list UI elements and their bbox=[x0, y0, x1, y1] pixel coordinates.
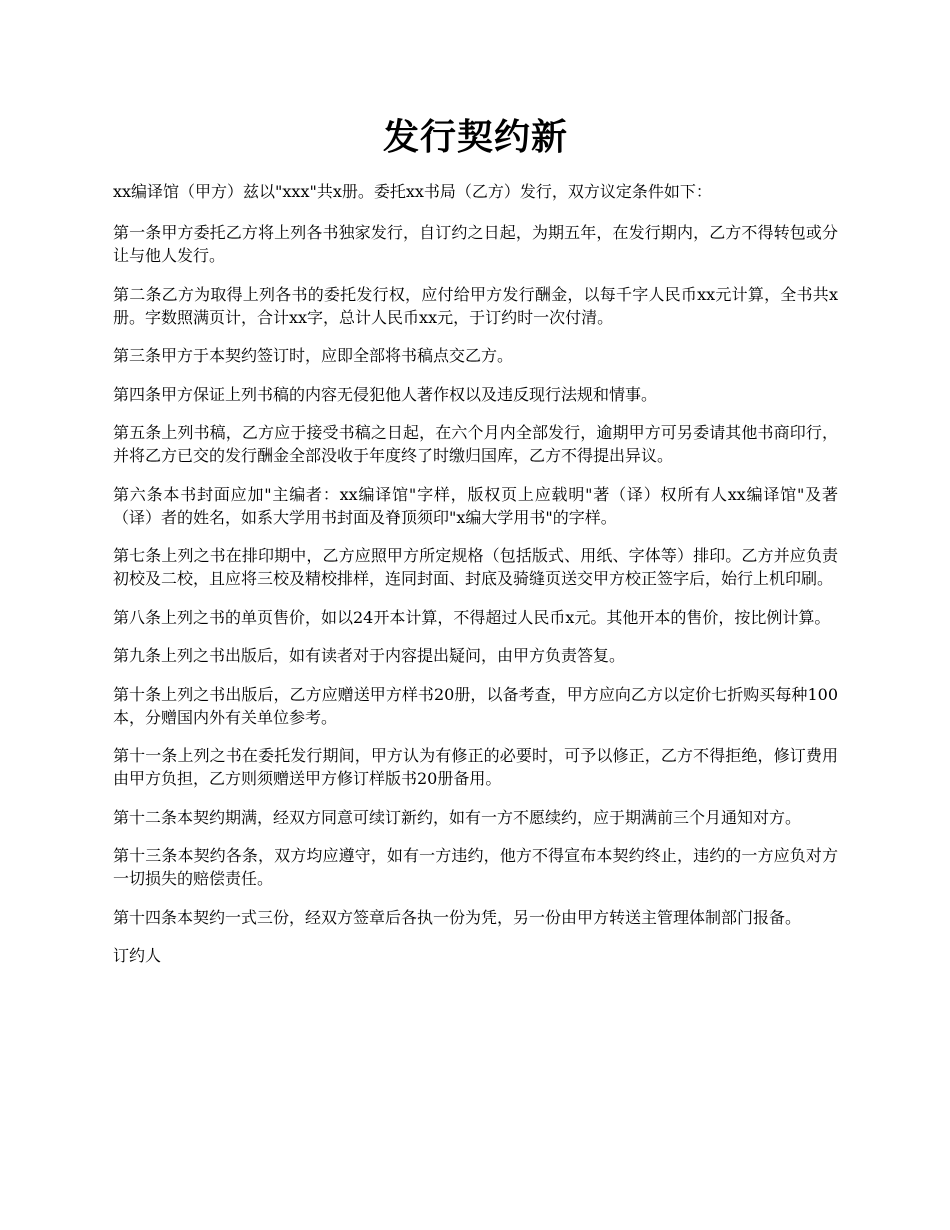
article-12-paragraph: 第十二条本契约期满，经双方同意可续订新约，如有一方不愿续约，应于期满前三个月通知对方。 bbox=[113, 807, 802, 827]
article-3-paragraph: 第三条甲方于本契约签订时，应即全部将书稿点交乙方。 bbox=[113, 346, 514, 365]
article-4-paragraph: 第四条甲方保证上列书稿的内容无侵犯他人著作权以及违反现行法规和情事。 bbox=[113, 384, 658, 404]
article-11-paragraph: 第十一条上列之书在委托发行期间，甲方认为有修正的必要时，可予以修正，乙方不得拒绝，修订费用由甲方负担，乙方则须赠送甲方修订样版书20册备用。 bbox=[113, 746, 838, 788]
article-8-paragraph: 第八条上列之书的单页售价，如以24开本计算，不得超过人民币x元。其他开本的售价，按比例计算。 bbox=[113, 607, 831, 627]
preamble-paragraph: xx编译馆（甲方）兹以"xxx"共x册。委托xx书局（乙方）发行，双方议定条件如下： bbox=[113, 182, 712, 201]
signatory-label: 订约人 bbox=[113, 946, 162, 965]
document-title: 发行契约新 bbox=[382, 116, 568, 158]
article-7-paragraph: 第七条上列之书在排印期中，乙方应照甲方所定规格（包括版式、用纸、字体等）排印。乙方并应负责初校及二校，且应将三校及精校排样，连同封面、封底及骑缝页送交甲方校正签字后，始行上机印刷。 bbox=[113, 546, 838, 588]
article-2-paragraph: 第二条乙方为取得上列各书的委托发行权，应付给甲方发行酬金，以每千字人民币xx元计算，全书共x册。字数照满页计，合计xx字，总计人民币xx元，于订约时一次付清。 bbox=[113, 284, 838, 327]
article-1-paragraph: 第一条甲方委托乙方将上列各书独家发行，自订约之日起，为期五年，在发行期内，乙方不得转包或分让与他人发行。 bbox=[113, 223, 838, 265]
article-5-paragraph: 第五条上列书稿，乙方应于接受书稿之日起，在六个月内全部发行，逾期甲方可另委请其他书商印行，并将乙方已交的发行酬金全部没收于年度终了时缴归国库，乙方不得提出异议。 bbox=[113, 423, 838, 465]
article-14-paragraph: 第十四条本契约一式三份，经双方签章后各执一份为凭，另一份由甲方转送主管理体制部门报备。 bbox=[113, 907, 802, 927]
article-10-paragraph: 第十条上列之书出版后，乙方应赠送甲方样书20册，以备考查，甲方应向乙方以定价七折购买每种100本，分赠国内外有关单位参考。 bbox=[113, 684, 838, 727]
article-9-paragraph: 第九条上列之书出版后，如有读者对于内容提出疑问，由甲方负责答复。 bbox=[113, 646, 626, 665]
article-6-paragraph: 第六条本书封面应加"主编者：xx编译馆"字样，版权页上应载明"著（译）权所有人xx编译馆"及著（译）者的姓名，如系大学用书封面及脊顶须印"x编大学用书"的字样。 bbox=[113, 484, 838, 527]
article-13-paragraph: 第十三条本契约各条，双方均应遵守，如有一方违约，他方不得宣布本契约终止，违约的一方应负对方一切损失的赔偿责任。 bbox=[113, 846, 838, 888]
